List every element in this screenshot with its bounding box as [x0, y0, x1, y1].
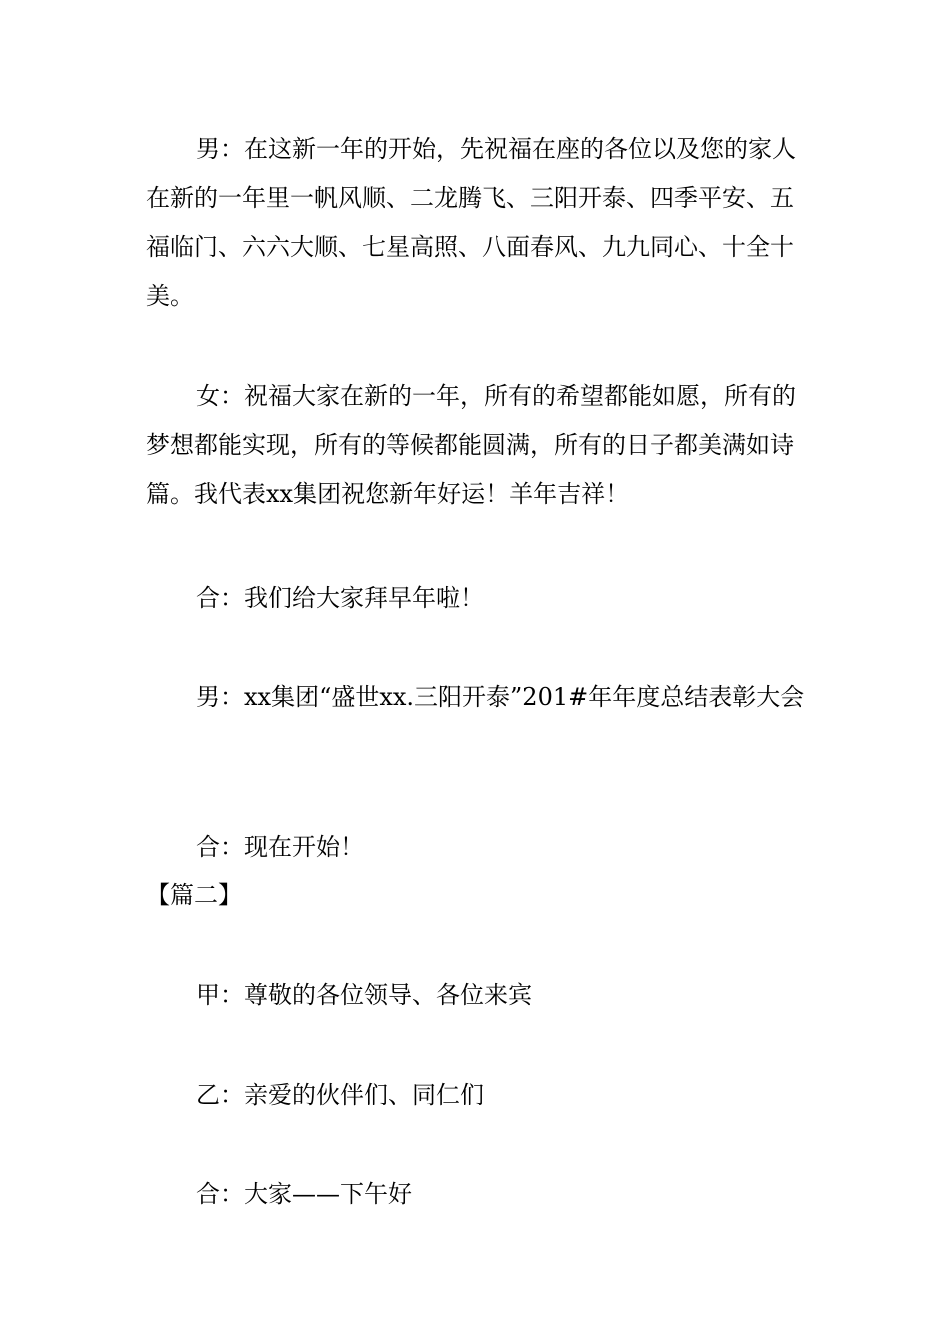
- paragraph-male-blessing: 男：在这新一年的开始，先祝福在座的各位以及您的家人在新的一年里一帆风顺、二龙腾飞、三阳开泰、四季平安、五福临门、六六大顺、七星高照、八面春风、九九同心、十全十美。: [146, 135, 796, 310]
- paragraph-together-greeting: 合：我们给大家拜早年啦！: [196, 584, 484, 612]
- paragraph-male-event-title: 男：xx集团“盛世xx.三阳开泰”201#年年度总结表彰大会: [196, 683, 805, 711]
- paragraph-female-blessing: 女：祝福大家在新的一年，所有的希望都能如愿，所有的梦想都能实现，所有的等候都能圆满，所有的日子都美满如诗篇。我代表xx集团祝您新年好运！羊年吉祥！: [146, 382, 796, 508]
- paragraph-together-start: 合：现在开始！: [196, 833, 364, 861]
- paragraph-yi-welcome: 乙：亲爱的伙伴们、同仁们: [196, 1081, 484, 1109]
- section-heading: 【篇二】: [146, 881, 242, 909]
- paragraph-together-afternoon: 合：大家——下午好: [196, 1180, 412, 1208]
- paragraph-jia-welcome: 甲：尊敬的各位领导、各位来宾: [196, 981, 532, 1009]
